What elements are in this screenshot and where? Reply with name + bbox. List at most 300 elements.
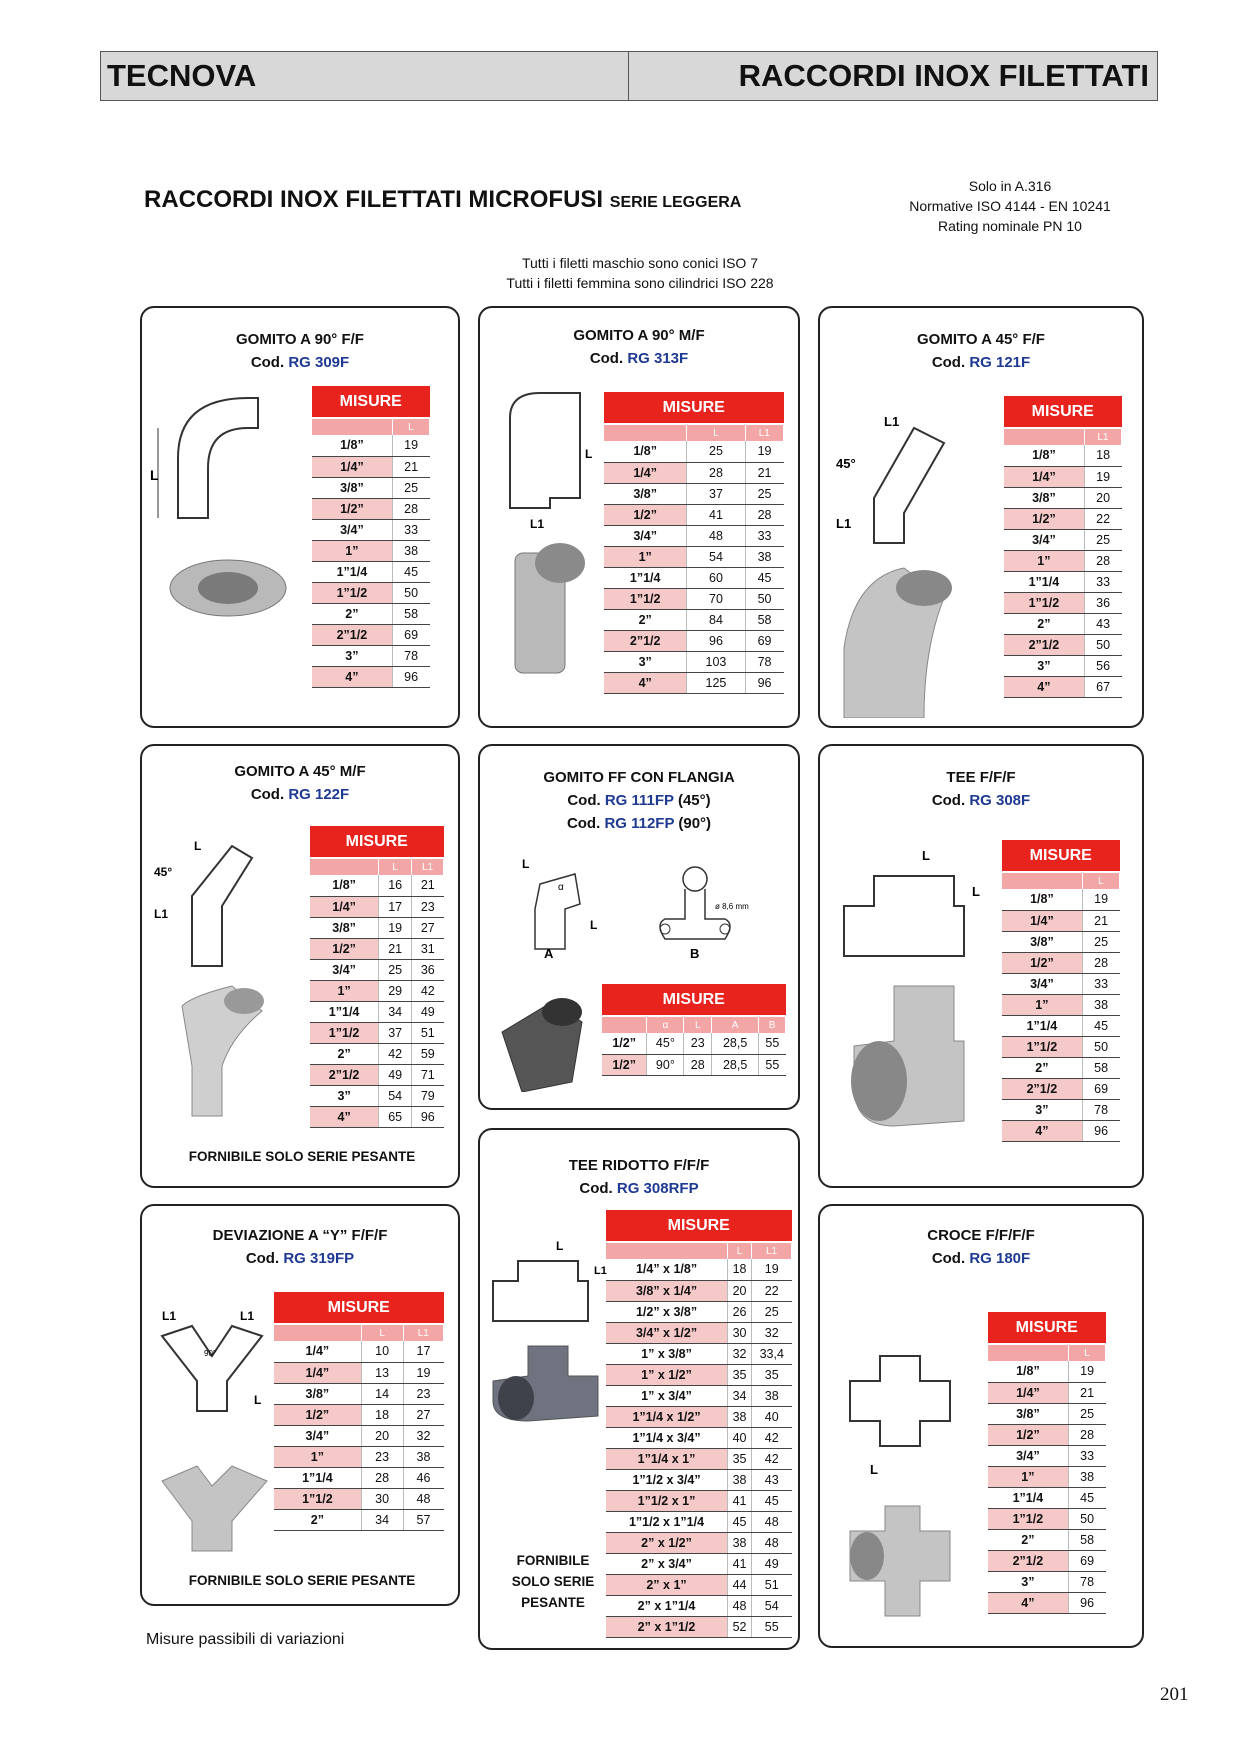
svg-text:45°: 45°: [154, 865, 173, 879]
elbow-90-icon: [148, 388, 288, 618]
misure-table: [1002, 840, 1120, 1142]
table-row: [1004, 445, 1122, 466]
value-cell: 19: [745, 441, 783, 462]
column-header: L: [1082, 872, 1119, 889]
misure-table: [312, 386, 430, 688]
size-cell: 3/4”: [1004, 529, 1084, 550]
value-cell: 19: [392, 435, 429, 456]
value-cell: 28: [687, 462, 745, 483]
value-cell: 96: [392, 666, 429, 687]
value-cell: 32: [728, 1343, 752, 1364]
table-row: [1004, 634, 1122, 655]
value-cell: 34: [361, 1509, 403, 1530]
value-cell: 25: [1082, 931, 1119, 952]
value-cell: 45: [1068, 1487, 1105, 1508]
table-row: [606, 1574, 792, 1595]
svg-text:α: α: [558, 882, 564, 893]
size-cell: 1”1/2 x 1”: [606, 1490, 728, 1511]
footer-note: Misure passibili di variazioni: [146, 1631, 345, 1648]
table-row: [604, 462, 784, 483]
value-cell: 55: [759, 1033, 786, 1054]
table-row: [606, 1322, 792, 1343]
size-cell: 1”1/4: [988, 1487, 1068, 1508]
svg-text:L1: L1: [162, 1309, 177, 1323]
table-row: [604, 525, 784, 546]
value-cell: 58: [1068, 1529, 1105, 1550]
value-cell: 28: [745, 504, 783, 525]
size-cell: 2”1/2: [1002, 1078, 1082, 1099]
table-row: [1002, 1120, 1120, 1141]
size-cell: 1”1/4: [1004, 571, 1084, 592]
availability-note: FORNIBILE SOLO SERIE PESANTE: [188, 1573, 416, 1588]
value-cell: 41: [728, 1553, 752, 1574]
svg-text:L: L: [972, 884, 980, 899]
product-code: RG 308F: [969, 792, 1031, 809]
table-row: [604, 588, 784, 609]
column-header: L1: [412, 858, 444, 875]
value-cell: 48: [752, 1511, 792, 1532]
value-cell: 42: [412, 980, 444, 1001]
svg-text:90°: 90°: [204, 1349, 217, 1358]
tee-fitting-icon: [488, 1236, 608, 1426]
value-cell: 96: [687, 630, 745, 651]
size-cell: 3/4”: [312, 519, 392, 540]
size-cell: 1”1/2 x 3/4”: [606, 1469, 728, 1490]
value-cell: 90°: [647, 1054, 684, 1075]
value-cell: 57: [403, 1509, 443, 1530]
column-header: L: [728, 1242, 752, 1259]
value-cell: 22: [752, 1280, 792, 1301]
value-cell: 78: [745, 651, 783, 672]
page-title: RACCORDI INOX FILETTATI MICROFUSI SERIE LEGGERA: [144, 186, 742, 213]
size-cell: 1/2” x 3/8”: [606, 1301, 728, 1322]
column-header: [1002, 872, 1082, 889]
spec-line: Solo in A.316: [968, 178, 1052, 194]
product-code: RG 112FP: [604, 815, 675, 832]
misure-header: MISURE: [1004, 396, 1122, 428]
value-cell: 60: [687, 567, 745, 588]
value-cell: 45: [728, 1511, 752, 1532]
value-cell: 55: [752, 1616, 792, 1637]
value-cell: 25: [379, 959, 412, 980]
value-cell: 21: [412, 875, 444, 896]
table-row: [312, 477, 430, 498]
value-cell: 48: [687, 525, 745, 546]
table-row: [606, 1532, 792, 1553]
value-cell: 28: [1084, 550, 1121, 571]
table-row: [606, 1616, 792, 1637]
size-cell: 1/4”: [274, 1362, 361, 1383]
value-cell: 38: [728, 1469, 752, 1490]
column-header: L: [392, 418, 429, 435]
value-cell: 50: [392, 582, 429, 603]
size-cell: 1/4”: [604, 462, 687, 483]
value-cell: 28: [684, 1054, 712, 1075]
size-cell: 1/4”: [1004, 466, 1084, 487]
size-cell: 2”1/2: [310, 1064, 379, 1085]
value-cell: 19: [379, 917, 412, 938]
table-row: [988, 1529, 1106, 1550]
size-cell: 1” x 3/4”: [606, 1385, 728, 1406]
table-row: [604, 504, 784, 525]
size-cell: 1/4”: [274, 1341, 361, 1362]
threads-note: [440, 253, 840, 293]
card-name: GOMITO FF CON FLANGIA: [543, 769, 735, 786]
value-cell: 36: [1084, 592, 1121, 613]
value-cell: 28: [1082, 952, 1119, 973]
value-cell: 38: [392, 540, 429, 561]
table-row: [310, 959, 444, 980]
brand-name: TECNOVA: [101, 52, 629, 100]
table-row: [310, 917, 444, 938]
table-row: [606, 1364, 792, 1385]
misure-header: MISURE: [604, 392, 784, 424]
size-cell: 1”1/4 x 3/4”: [606, 1427, 728, 1448]
table-row: [274, 1509, 444, 1530]
value-cell: 19: [1082, 889, 1119, 910]
card-name: DEVIAZIONE A “Y” F/F/F: [212, 1227, 388, 1244]
size-cell: 2”1/2: [988, 1550, 1068, 1571]
table-row: [606, 1385, 792, 1406]
table-row: [604, 672, 784, 693]
table-row: [1004, 487, 1122, 508]
table-row: [604, 609, 784, 630]
card-name: GOMITO A 90° M/F: [573, 327, 705, 344]
value-cell: 54: [687, 546, 745, 567]
size-cell: 1/2”: [602, 1033, 647, 1054]
size-cell: 1”1/4: [1002, 1015, 1082, 1036]
value-cell: 54: [752, 1595, 792, 1616]
misure-table: [274, 1292, 444, 1531]
size-cell: 2”: [274, 1509, 361, 1530]
misure-header: MISURE: [310, 826, 444, 858]
value-cell: 67: [1084, 676, 1121, 697]
size-cell: 1/8”: [1002, 889, 1082, 910]
table-row: [274, 1362, 444, 1383]
size-cell: 2” x 3/4”: [606, 1553, 728, 1574]
table-row: [274, 1341, 444, 1362]
value-cell: 20: [1084, 487, 1121, 508]
table-row: [606, 1280, 792, 1301]
flanged-elbow-icon: [492, 982, 592, 1092]
size-cell: 2” x 1”: [606, 1574, 728, 1595]
table-row: [1002, 931, 1120, 952]
size-cell: 3/4”: [988, 1445, 1068, 1466]
size-cell: 1/8”: [1004, 445, 1084, 466]
table-row: [606, 1427, 792, 1448]
table-row: [1004, 466, 1122, 487]
size-cell: 3”: [1004, 655, 1084, 676]
size-cell: 1”1/4: [604, 567, 687, 588]
size-cell: 2”: [604, 609, 687, 630]
table-row: [312, 666, 430, 687]
value-cell: 79: [412, 1085, 444, 1106]
svg-text:L: L: [522, 857, 530, 871]
size-cell: 1/8”: [312, 435, 392, 456]
value-cell: 31: [412, 938, 444, 959]
card-code-line: Cod. RG 111FP (45°): [567, 792, 711, 809]
size-cell: 3/8”: [310, 917, 379, 938]
cross-fitting-icon: [840, 1346, 960, 1636]
value-cell: 35: [752, 1364, 792, 1385]
size-cell: 3”: [312, 645, 392, 666]
size-cell: 1”1/2 x 1”1/4: [606, 1511, 728, 1532]
column-header: [602, 1016, 647, 1033]
product-code: RG 308RFP: [616, 1180, 699, 1197]
size-cell: 2” x 1/2”: [606, 1532, 728, 1553]
value-cell: 21: [1068, 1382, 1105, 1403]
value-cell: 70: [687, 588, 745, 609]
svg-text:B: B: [690, 946, 700, 959]
table-row: [310, 1064, 444, 1085]
table-row: [988, 1403, 1106, 1424]
size-cell: 1”: [274, 1446, 361, 1467]
value-cell: 41: [687, 504, 745, 525]
value-cell: 25: [392, 477, 429, 498]
size-cell: 1/8”: [988, 1361, 1068, 1382]
value-cell: 34: [728, 1385, 752, 1406]
value-cell: 78: [392, 645, 429, 666]
svg-text:L: L: [870, 1462, 878, 1477]
size-cell: 2”: [1004, 613, 1084, 634]
size-cell: 3/8” x 1/4”: [606, 1280, 728, 1301]
thread-line: Tutti i filetti maschio sono conici ISO 7: [521, 255, 759, 271]
table-row: [1002, 1015, 1120, 1036]
value-cell: 55: [759, 1054, 786, 1075]
misure-header: MISURE: [602, 984, 786, 1016]
table-row: [1002, 1057, 1120, 1078]
size-cell: 1”1/4 x 1”: [606, 1448, 728, 1469]
value-cell: 20: [728, 1280, 752, 1301]
table-row: [988, 1508, 1106, 1529]
value-cell: 96: [1068, 1592, 1105, 1613]
size-cell: 3/4”: [310, 959, 379, 980]
size-cell: 3”: [310, 1085, 379, 1106]
size-cell: 4”: [1004, 676, 1084, 697]
value-cell: 25: [752, 1301, 792, 1322]
size-cell: 1/8”: [310, 875, 379, 896]
size-cell: 3/8”: [274, 1383, 361, 1404]
value-cell: 36: [412, 959, 444, 980]
value-cell: 33: [392, 519, 429, 540]
size-cell: 1/2”: [1004, 508, 1084, 529]
value-cell: 22: [1084, 508, 1121, 529]
value-cell: 71: [412, 1064, 444, 1085]
size-cell: 4”: [310, 1106, 379, 1127]
svg-text:L1: L1: [884, 414, 900, 429]
size-cell: 1”1/4: [274, 1467, 361, 1488]
table-row: [274, 1404, 444, 1425]
card-name: CROCE F/F/F/F: [927, 1227, 1035, 1244]
card-name: GOMITO A 45° F/F: [917, 331, 1045, 348]
value-cell: 54: [379, 1085, 412, 1106]
size-cell: 2”: [1002, 1057, 1082, 1078]
value-cell: 23: [684, 1033, 712, 1054]
size-cell: 3/8”: [1002, 931, 1082, 952]
svg-text:L1: L1: [594, 1265, 607, 1277]
size-cell: 1”: [604, 546, 687, 567]
table-row: [602, 1033, 786, 1054]
value-cell: 23: [403, 1383, 443, 1404]
product-code: RG 309F: [288, 354, 350, 371]
size-cell: 4”: [604, 672, 687, 693]
card-name: GOMITO A 45° M/F: [234, 763, 366, 780]
column-header: L1: [1084, 428, 1121, 445]
value-cell: 50: [1082, 1036, 1119, 1057]
table-row: [1002, 973, 1120, 994]
value-cell: 32: [752, 1322, 792, 1343]
size-cell: 3/4”: [604, 525, 687, 546]
table-row: [312, 456, 430, 477]
value-cell: 58: [392, 603, 429, 624]
svg-text:A: A: [544, 946, 554, 959]
card-code-line: Cod. RG 122F: [250, 786, 350, 803]
size-cell: 3/8”: [1004, 487, 1084, 508]
spec-line: Normative ISO 4144 - EN 10241: [909, 198, 1111, 214]
value-cell: 45: [752, 1490, 792, 1511]
size-cell: 1”1/2: [310, 1022, 379, 1043]
table-row: [312, 435, 430, 456]
column-header: [988, 1344, 1068, 1361]
value-cell: 51: [752, 1574, 792, 1595]
availability-note: FORNIBILE SOLO SERIE PESANTE: [511, 1553, 595, 1610]
value-cell: 37: [379, 1022, 412, 1043]
value-cell: 23: [361, 1446, 403, 1467]
value-cell: 48: [752, 1532, 792, 1553]
value-cell: 28: [361, 1467, 403, 1488]
value-cell: 25: [1068, 1403, 1105, 1424]
table-row: [310, 938, 444, 959]
value-cell: 45: [1082, 1015, 1119, 1036]
value-cell: 43: [752, 1469, 792, 1490]
table-row: [274, 1488, 444, 1509]
table-row: [1002, 910, 1120, 931]
value-cell: 18: [1084, 445, 1121, 466]
size-cell: 2”1/2: [312, 624, 392, 645]
table-row: [1002, 994, 1120, 1015]
misure-header: MISURE: [312, 386, 430, 418]
value-cell: 42: [752, 1448, 792, 1469]
svg-text:L: L: [254, 1393, 262, 1407]
size-cell: 1”: [1002, 994, 1082, 1015]
size-cell: 1/2”: [310, 938, 379, 959]
table-row: [1002, 1078, 1120, 1099]
value-cell: 38: [728, 1406, 752, 1427]
y-fitting-icon: [152, 1306, 272, 1556]
size-cell: 1” x 3/8”: [606, 1343, 728, 1364]
specs-block: [890, 176, 1130, 236]
table-row: [606, 1259, 792, 1280]
product-code: RG 319FP: [283, 1250, 355, 1267]
size-cell: 2”: [988, 1529, 1068, 1550]
table-row: [606, 1553, 792, 1574]
size-cell: 1”: [1004, 550, 1084, 571]
table-row: [310, 1043, 444, 1064]
value-cell: 96: [412, 1106, 444, 1127]
elbow-45-icon: [152, 836, 282, 1136]
svg-text:L: L: [150, 467, 159, 483]
value-cell: 25: [687, 441, 745, 462]
card-code-line: Cod. RG 313F: [589, 350, 689, 367]
misure-table: [310, 826, 444, 1128]
value-cell: 38: [745, 546, 783, 567]
value-cell: 19: [403, 1362, 443, 1383]
page-header: [100, 51, 1158, 101]
value-cell: 17: [403, 1341, 443, 1362]
table-row: [312, 582, 430, 603]
svg-text:L1: L1: [530, 517, 545, 531]
table-row: [988, 1445, 1106, 1466]
column-header: [312, 418, 392, 435]
column-header: [606, 1242, 728, 1259]
table-row: [1002, 952, 1120, 973]
size-cell: 1”: [312, 540, 392, 561]
spec-line: Rating nominale PN 10: [938, 218, 1082, 234]
misure-header: MISURE: [988, 1312, 1106, 1344]
value-cell: 30: [361, 1488, 403, 1509]
table-row: [606, 1469, 792, 1490]
table-row: [310, 1106, 444, 1127]
value-cell: 21: [379, 938, 412, 959]
value-cell: 16: [379, 875, 412, 896]
product-code: RG 121F: [969, 354, 1031, 371]
table-row: [988, 1424, 1106, 1445]
size-cell: 1”1/2: [1002, 1036, 1082, 1057]
card-code-line: Cod. RG 112FP (90°): [566, 815, 712, 832]
value-cell: 40: [728, 1427, 752, 1448]
size-cell: 1”: [310, 980, 379, 1001]
card-code-line: Cod. RG 121F: [931, 354, 1031, 371]
table-row: [606, 1406, 792, 1427]
size-cell: 1/2”: [602, 1054, 647, 1075]
value-cell: 21: [392, 456, 429, 477]
misure-table: [602, 984, 786, 1076]
value-cell: 42: [379, 1043, 412, 1064]
value-cell: 45: [392, 561, 429, 582]
product-code: RG 180F: [969, 1250, 1031, 1267]
value-cell: 84: [687, 609, 745, 630]
size-cell: 3”: [988, 1571, 1068, 1592]
card-name: TEE F/F/F: [946, 769, 1016, 786]
value-cell: 52: [728, 1616, 752, 1637]
table-row: [606, 1595, 792, 1616]
table-row: [988, 1466, 1106, 1487]
value-cell: 58: [1082, 1057, 1119, 1078]
column-header: L: [379, 858, 412, 875]
value-cell: 29: [379, 980, 412, 1001]
table-row: [274, 1467, 444, 1488]
size-cell: 3/4”: [1002, 973, 1082, 994]
value-cell: 34: [379, 1001, 412, 1022]
value-cell: 25: [1084, 529, 1121, 550]
value-cell: 40: [752, 1406, 792, 1427]
value-cell: 50: [745, 588, 783, 609]
card-code-line: Cod. RG 319FP: [245, 1250, 355, 1267]
column-header: L: [684, 1016, 712, 1033]
page-subtitle: SERIE LEGGERA: [609, 194, 742, 211]
size-cell: 3/4”: [274, 1425, 361, 1446]
table-row: [606, 1301, 792, 1322]
svg-text:45°: 45°: [836, 456, 856, 471]
size-cell: 1/2”: [312, 498, 392, 519]
table-row: [988, 1361, 1106, 1382]
size-cell: 4”: [312, 666, 392, 687]
column-header: [274, 1324, 361, 1341]
size-cell: 1/4”: [310, 896, 379, 917]
product-code: RG 111FP: [604, 792, 674, 809]
table-row: [274, 1383, 444, 1404]
column-header: B: [759, 1016, 786, 1033]
